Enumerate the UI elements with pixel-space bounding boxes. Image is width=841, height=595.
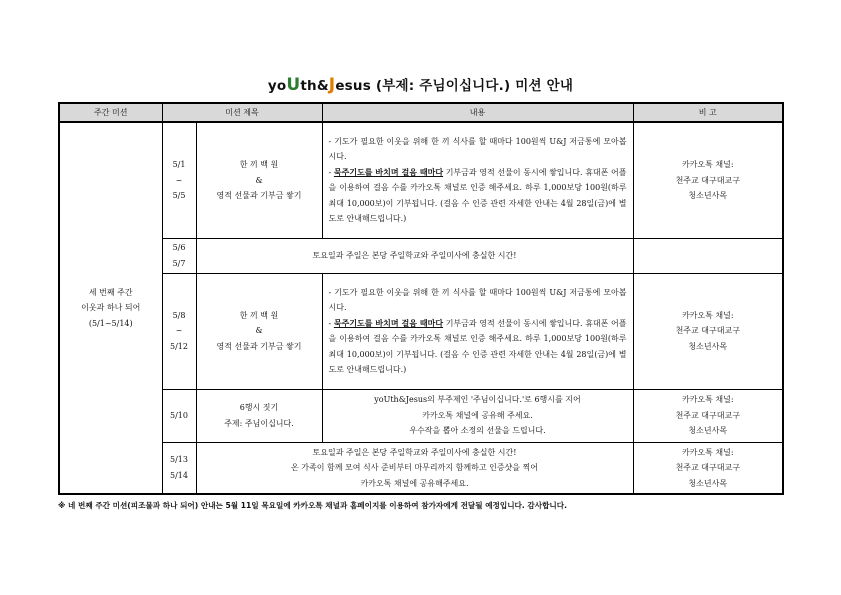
date-text: 5/7 xyxy=(172,258,186,268)
content-cell xyxy=(322,389,633,442)
date-text: 5/5 xyxy=(172,191,186,200)
mission-title: & xyxy=(255,326,263,336)
note-text: 카카오톡 채널: xyxy=(681,395,734,405)
mission-title-cell xyxy=(196,122,322,238)
mission-title: 한 끼 백 원 xyxy=(239,310,279,320)
header-week: 주간 미션 xyxy=(59,103,162,122)
note-cell xyxy=(633,273,783,389)
footnote: ※ 네 번째 주간 미션(피조물과 하나 되어) 안내는 5월 11일 목요일에 카카오톡 채널과 홈페이지를 이용하여 참가자에게 전달될 예정입니다. 감사합니다. xyxy=(58,501,567,510)
table-header-row xyxy=(59,103,783,122)
content-text: 토요일과 주일은 본당 주일학교와 주일미사에 충실한 시간! xyxy=(312,447,517,457)
mission-table xyxy=(58,102,784,495)
week-label: 이웃과 하나 되어 xyxy=(81,303,141,313)
date-cell xyxy=(162,122,196,238)
weekend-cell: 토요일과 주일은 본당 주일학교와 주일미사에 충실한 시간! xyxy=(196,238,633,273)
note-text: 카카오톡 채널: xyxy=(681,160,734,169)
content-text: 온 가족이 함께 모여 식사 준비부터 마무리까지 함께하고 인증샷을 찍어 xyxy=(291,463,538,472)
note-text: 청소년사목 xyxy=(688,191,728,200)
content-text: - 기도가 필요한 이웃을 위해 한 끼 식사를 할 때마다 100원씩 U&J 저금통에 모아봅시다. xyxy=(328,136,627,162)
date-text: 5/12 xyxy=(170,341,188,351)
note-text: 천주교 대구대교구 xyxy=(675,410,740,420)
content-text: yoUth&Jesus의 부주제인 '주님이십니다.'로 6행시를 지어 xyxy=(374,395,581,405)
content-text: 카카오톡 채널에 공유해주세요. xyxy=(360,478,469,488)
week-cell xyxy=(59,122,162,494)
date-cell: 5/10 xyxy=(162,389,196,442)
note-cell xyxy=(633,442,783,494)
content-rest: 기부금과 영적 선물이 동시에 쌓입니다. 휴대폰 어플을 이용하여 걸음 수를 카카오톡 채널로 인증 해주세요. 하루 1,000보당 100원(하루 최대 10,000보)이 기부됩니다. (걸음 수 인증 관련 자세한 안내는 4월 28일(금)에 별도로 안내해드립니다.) xyxy=(328,318,627,374)
content-dash: - xyxy=(328,167,334,177)
content-highlight: 묵주기도를 바치며 걸음 때마다 xyxy=(333,166,444,177)
mission-title-cell xyxy=(196,273,322,389)
date-text: 5/8 xyxy=(172,310,186,320)
date-cell xyxy=(162,442,196,494)
title-part: yo xyxy=(267,78,287,94)
date-text: 5/1 xyxy=(172,160,186,169)
content-text: 카카오톡 채널에 공유해 주세요. xyxy=(422,410,533,420)
title-part: esus (부제: 주님이십니다.) 미션 안내 xyxy=(335,78,574,94)
content-text xyxy=(329,316,627,378)
table-row xyxy=(59,238,783,273)
title-part: th& xyxy=(300,78,329,94)
table-row xyxy=(59,442,783,494)
date-text: ~ xyxy=(175,175,183,185)
header-mission: 미션 제목 xyxy=(162,103,322,122)
note-text: 천주교 대구대교구 xyxy=(675,326,740,336)
table-row xyxy=(59,273,783,389)
note-text: 천주교 대구대교구 xyxy=(675,463,740,472)
date-cell xyxy=(162,238,196,273)
note-cell xyxy=(633,238,783,273)
note-text: 청소년사목 xyxy=(688,426,728,436)
note-cell xyxy=(633,122,783,238)
week-range: (5/1~5/14) xyxy=(88,318,133,328)
content-rest: 기부금과 영적 선물이 동시에 쌓입니다. 휴대폰 어플을 이용하여 걸음 수를 카카오톡 채널로 인증 해주세요. 하루 1,000보당 100원(하루 최대 10,000보)이 기부됩니다. (걸음 수 인증 관련 자세한 안내는 4월 28일(금)에 별도로 안내해드립니다.) xyxy=(328,167,627,224)
weekend-cell xyxy=(196,442,633,494)
note-text: 카카오톡 채널: xyxy=(681,447,734,457)
content-dash: - xyxy=(328,318,334,328)
table-row xyxy=(59,389,783,442)
date-text: 5/13 xyxy=(170,455,188,465)
mission-title-cell xyxy=(196,389,322,442)
content-cell xyxy=(322,273,633,389)
mission-title: 주제: 주님이십니다. xyxy=(224,418,294,428)
note-text: 천주교 대구대교구 xyxy=(675,175,740,185)
mission-title: 영적 선물과 기부금 쌓기 xyxy=(216,341,302,351)
note-text: 청소년사목 xyxy=(688,341,728,351)
date-text: 5/14 xyxy=(170,470,188,480)
date-cell xyxy=(162,273,196,389)
date-text: ~ xyxy=(175,326,183,336)
header-note: 비 고 xyxy=(633,103,783,122)
content-text: - 기도가 필요한 이웃을 위해 한 끼 식사를 할 때마다 100원씩 U&J 저금통에 모아봅시다. xyxy=(328,287,627,312)
page-title xyxy=(0,74,841,95)
title-j-letter: J xyxy=(328,75,336,95)
note-cell xyxy=(633,389,783,442)
week-label: 세 번째 주간 xyxy=(88,287,133,297)
mission-title: 영적 선물과 기부금 쌓기 xyxy=(216,191,302,200)
mission-title: & xyxy=(255,175,263,185)
content-highlight: 묵주기도를 바치며 걸음 때마다 xyxy=(333,317,444,328)
content-text: 우수작을 뽑아 소정의 선물을 드립니다. xyxy=(409,426,546,436)
title-u-letter: U xyxy=(286,75,301,95)
note-text: 카카오톡 채널: xyxy=(681,310,734,320)
table-row xyxy=(59,122,783,238)
mission-title: 6행시 짓기 xyxy=(239,403,279,412)
date-text: 5/6 xyxy=(172,243,186,252)
mission-title: 한 끼 백 원 xyxy=(239,160,279,169)
content-text xyxy=(329,165,627,227)
content-cell xyxy=(322,122,633,238)
header-content: 내용 xyxy=(322,103,633,122)
note-text: 청소년사목 xyxy=(688,478,728,488)
